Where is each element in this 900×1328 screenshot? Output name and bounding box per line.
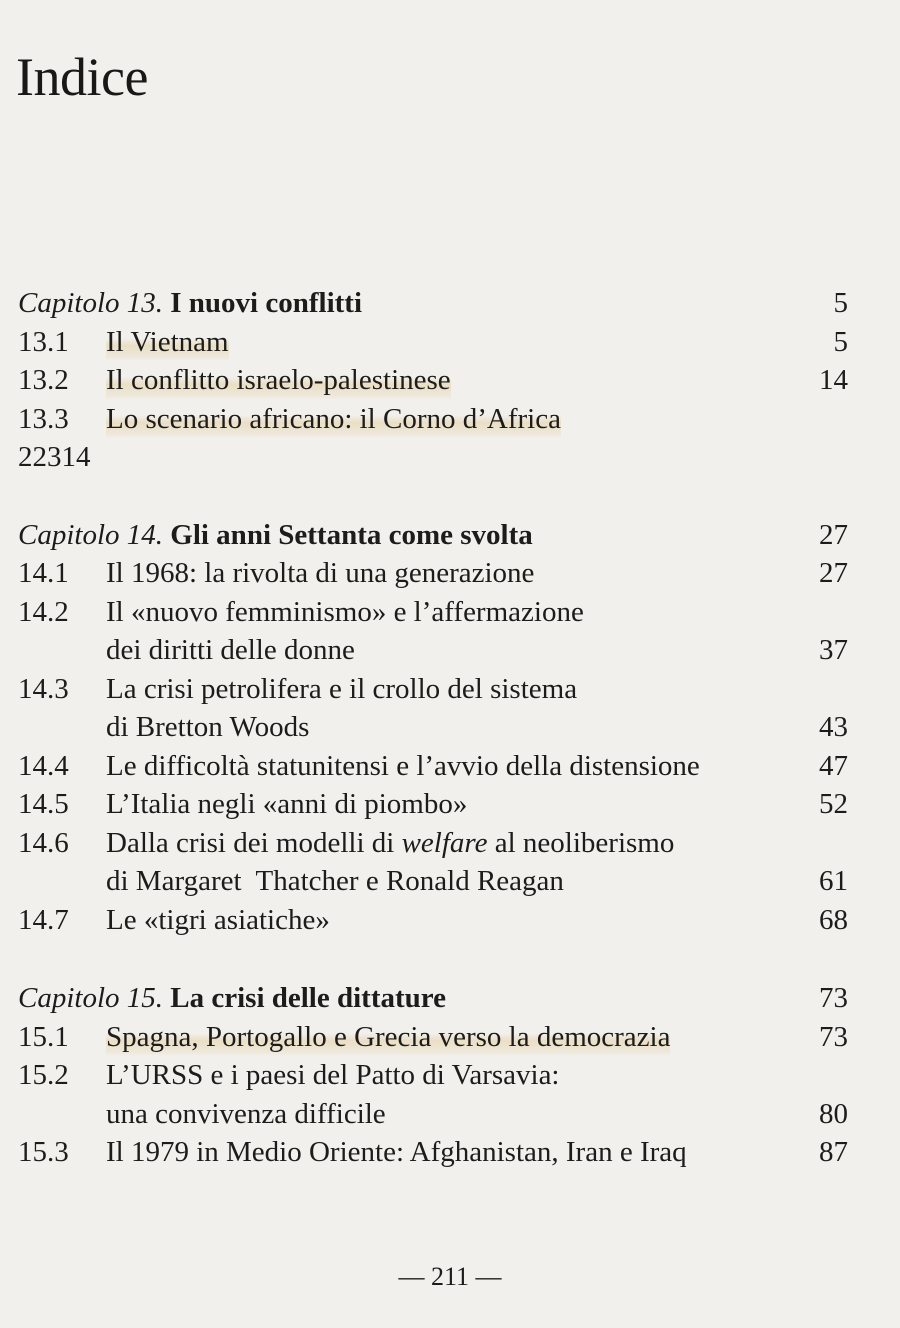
toc-entry: [18, 361, 848, 400]
page-title: Indice: [16, 47, 148, 108]
page-number: 52: [819, 788, 848, 820]
toc-entry: [18, 824, 848, 863]
section-number: 14.4: [18, 749, 69, 782]
toc-entry: [18, 670, 848, 709]
toc-entry-continuation: [18, 862, 848, 901]
page-number: 47: [819, 749, 848, 782]
title-part: Dalla crisi dei modelli di: [106, 826, 402, 859]
title-italic-word: welfare: [401, 826, 488, 859]
page-number: 87: [819, 1136, 848, 1168]
chapter-title: Gli anni Settanta come svolta: [170, 518, 533, 551]
section-number: 13.1: [18, 325, 69, 358]
section-title: Il Vietnam: [106, 323, 229, 362]
page-number: 61: [819, 865, 848, 897]
chapter-title: I nuovi conflitti: [170, 287, 363, 319]
section-number: 14.6: [18, 826, 69, 859]
section-number: 15.1: [18, 1020, 69, 1053]
table-of-contents: [18, 284, 848, 1172]
toc-entry: [18, 593, 848, 632]
page-number: 37: [819, 634, 848, 666]
section-title-continued: di Margaret Thatcher e Ronald Reagan: [106, 865, 564, 897]
section-title: Spagna, Portogallo e Grecia verso la democrazia: [106, 1018, 670, 1057]
section-title: La crisi petrolifera e il crollo del sistema: [106, 672, 578, 705]
section-title: Il 1979 in Medio Oriente: Afghanistan, Iran e Iraq: [106, 1136, 687, 1168]
chapter-heading: [18, 284, 848, 323]
section-number: 14.5: [18, 788, 69, 820]
chapter-title: La crisi delle dittature: [170, 982, 446, 1014]
chapter-label: Capitolo 13.: [18, 287, 164, 319]
page-number: 73: [819, 1020, 848, 1053]
page-number: 68: [819, 903, 848, 936]
chapter-heading: [18, 979, 848, 1018]
toc-entry: [18, 747, 848, 786]
page-number: 80: [819, 1097, 848, 1130]
section-title-continued: dei diritti delle donne: [106, 634, 355, 666]
toc-entry: [18, 323, 848, 362]
section-title: Le difficoltà statunitensi e l’avvio della distensione: [106, 749, 700, 782]
section-number: 14.7: [18, 903, 69, 936]
page-number: 27: [819, 518, 848, 551]
page-number: 27: [819, 557, 848, 589]
page-number: 43: [819, 711, 848, 743]
toc-entry-continuation: [18, 708, 848, 747]
toc-entry-continuation: [18, 1095, 848, 1134]
chapter-label: Capitolo 14.: [18, 518, 164, 551]
stray-number: 22314: [18, 441, 91, 473]
section-title: L’Italia negli «anni di piombo»: [106, 788, 468, 820]
section-title-continued: una convivenza difficile: [106, 1097, 386, 1130]
section-title: L’URSS e i paesi del Patto di Varsavia:: [106, 1059, 560, 1091]
toc-entry: [18, 1056, 848, 1095]
page-number: 14: [819, 364, 848, 396]
title-part: al neoliberismo: [487, 826, 675, 859]
section-number: 14.1: [18, 557, 69, 589]
page-number: 73: [819, 982, 848, 1014]
section-number: 15.3: [18, 1136, 69, 1168]
toc-entry: [18, 400, 848, 439]
page-number: 5: [833, 287, 848, 319]
section-title: Il «nuovo femminismo» e l’affermazione: [106, 595, 584, 628]
toc-entry: [18, 1133, 848, 1172]
page-footer-number: — 211 —: [398, 1262, 502, 1291]
section-title: [106, 824, 674, 863]
toc-entry: [18, 901, 848, 940]
section-number: 13.3: [18, 402, 69, 435]
section-title-continued: di Bretton Woods: [106, 711, 310, 743]
section-title: Lo scenario africano: il Corno d’Africa: [106, 400, 561, 439]
section-title: Il 1968: la rivolta di una generazione: [106, 557, 535, 589]
section-number: 14.2: [18, 595, 69, 628]
section-title: Il conflitto israelo-palestinese: [106, 361, 451, 400]
toc-entry: [18, 554, 848, 593]
toc-entry-continuation: [18, 631, 848, 670]
section-number: 13.2: [18, 364, 69, 396]
toc-entry: [18, 1018, 848, 1057]
section-number: 15.2: [18, 1059, 69, 1091]
toc-entry: [18, 785, 848, 824]
chapter-label: Capitolo 15.: [18, 982, 164, 1014]
page-number: 5: [833, 325, 848, 358]
section-number: 14.3: [18, 672, 69, 705]
section-title: Le «tigri asiatiche»: [106, 903, 330, 936]
stray-page-line: [18, 438, 848, 477]
chapter-heading: [18, 516, 848, 555]
